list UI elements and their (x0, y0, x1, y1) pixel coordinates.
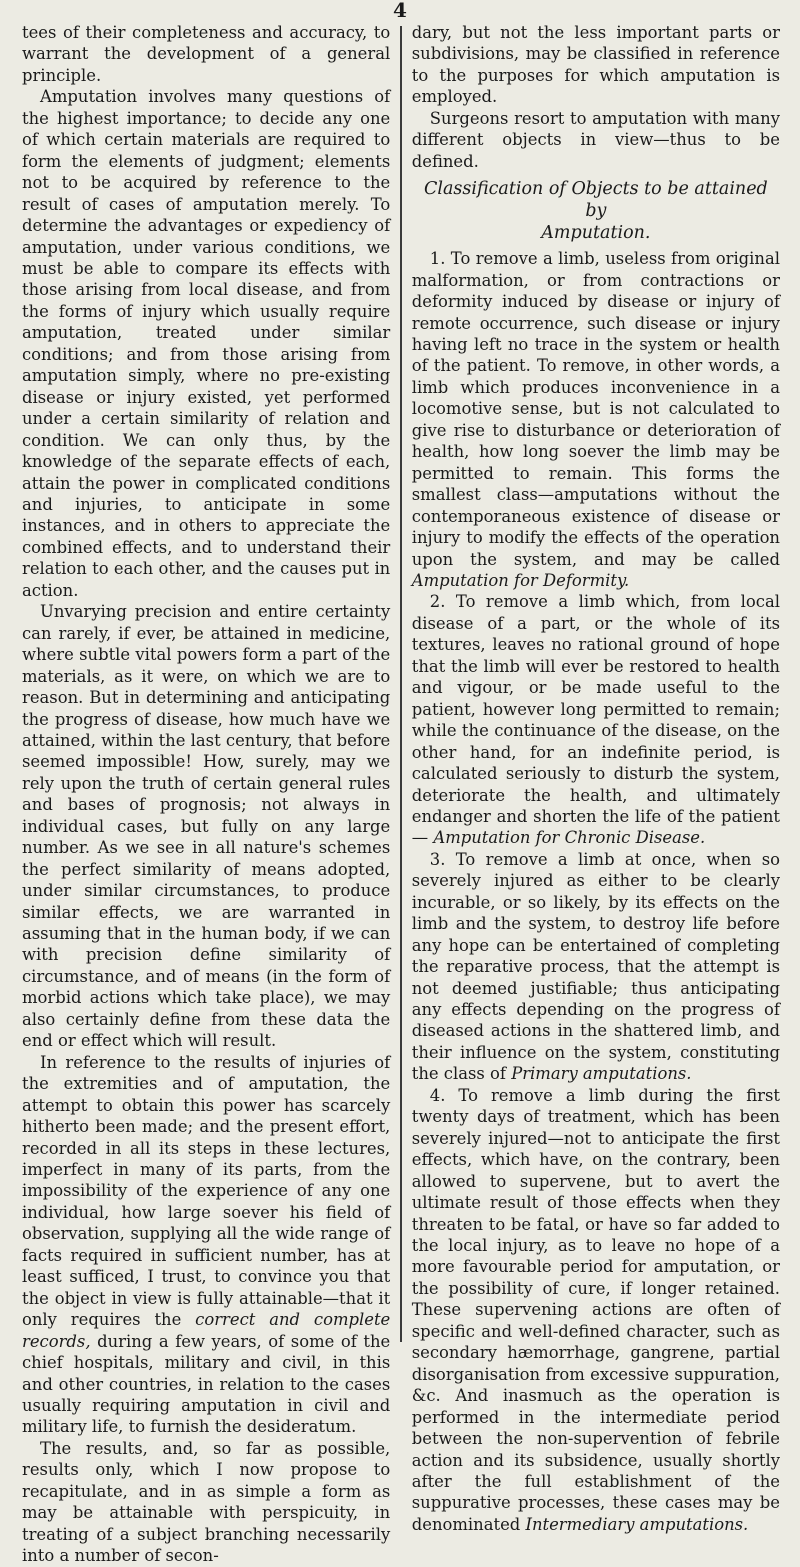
paragraph: tees of their completeness and accuracy, to warrant the development of a general principle. (22, 23, 391, 85)
paragraph (22, 1052, 390, 1438)
list-item-text: 3. To remove a limb at once, when so severely injured as either to be clearly incurable, or so likely, by its effects on the limb and the system, to destroy life before any hope can be entertained of completing the reparative process, that the attempt is not deemed justifiable; thus anticipating any effects depending on the progress of diseased actions in the shattered limb, and their influence on the system, constituting the class of (411, 849, 780, 1084)
class-name: Intermediary amputations. (525, 1514, 749, 1534)
page-number: 4 (393, 0, 407, 22)
emphasis-text: correct and complete records, (22, 1310, 391, 1351)
class-name: Amputation for Chronic Disease. (433, 828, 706, 848)
class-name: Primary amputations. (511, 1064, 692, 1084)
list-item-text: 4. To remove a limb during the first twenty days of treatment, which has been severely injured—not to anticipate the first effects, which have, on the contrary, been allowed to supervene, but to avert the ultimate result of those effects when they threaten to be fatal, or have so far added to the local injury, as to leave no hope of a more favourable period for amputation, or the possibility of cure, if longer retained. These supervening actions are often of specific and well-defined character, such as secondary hæmorrhage, gangrene, partial disorganisation from excessive suppuration, &c. And inasmuch as the operation is performed in the intermediate period between the non-supervention of febrile action and its subsidence, usually shortly after the full establishment of the suppurative processes, these cases may be denominated (411, 1085, 780, 1534)
paragraph: The results, and, so far as possible, results only, which I now propose to recapitulate, and in as simple a form as may be attainable with perspicuity, in treating of a subject branching necessarily into a number of secon- (22, 1438, 391, 1566)
text-columns (22, 22, 780, 1566)
section-heading (412, 178, 780, 244)
list-item (412, 849, 780, 1085)
paragraph: Surgeons resort to amputation with many different objects in view—thus to be defined. (411, 108, 780, 171)
section-heading-line: Classification of Objects to be attained by (423, 179, 768, 222)
paragraph: Amputation involves many questions of the highest importance; to decide any one of which certain materials are required to form the elements of judgment; elements not to be acquired by reference to the result of cases of amputation merely. To determine the advantages or expediency of amputation, under various conditions, we must be able to compare its effects with those arising from local disease, and from the forms of injury which usually require amputation, treated under similar conditions; and from those arising from amputation simply, where no pre-existing disease or injury existed, yet performed under a certain similarity of relation and condition. We can only thus, by the knowledge of the separate effects of each, attain the power in complicated conditions and injuries, to anticipate in some instances, and in others to appreciate the combined effects, and to understand their relation to each other, and the causes put in action. (22, 87, 391, 600)
paragraph-text: during a few years, of some of the chief hospitals, military and civil, in this and other countries, in relation to the cases usually requiring amputation in civil and military life, to furnish the desideratum. (22, 1331, 391, 1437)
list-item (412, 591, 780, 848)
left-column (22, 22, 400, 1566)
list-item (412, 248, 780, 591)
right-column (402, 22, 780, 1534)
class-name: Amputation for Deformity. (411, 570, 630, 590)
paragraph: Unvarying precision and entire certainty can rarely, if ever, be attained in medicine, where subtle vital powers form a part of the materials, as it were, on which we are to reason. But in determining and anticipating the progress of disease, how much have we attained, within the last century, that before seemed impossible! How, surely, may we rely upon the truth of certain general rules and bases of prognosis; not always in individual cases, but fully on any large number. As we see in all nature's schemes the perfect similarity of means adopted, under similar circumstances, to produce similar effects, we are warranted in assuming that in the human body, if we can with precision define similarity of circumstance, and of means (in the form of morbid actions which take place), we may also certainly define from these data the end or effect which will result. (22, 602, 391, 1051)
section-heading-line: Amputation. (541, 223, 651, 244)
paragraph: dary, but not the less important parts or subdivisions, may be classified in reference to the purposes for which amputation is employed. (411, 23, 780, 107)
list-item-text: 2. To remove a limb which, from local disease of a part, or the whole of its textures, leaves no rational ground of hope that the limb will ever be restored to health and vigour, or be made useful to the patient, however long permitted to remain; while the continuance of the disease, on the other hand, for an indefinite period, is calculated seriously to disturb the system, deteriorate the health, and ultimately endanger and shorten the life of the patient — (411, 592, 780, 848)
list-item (412, 1085, 780, 1536)
list-item-text: 1. To remove a limb, useless from original malformation, or from contractions or deformity induced by disease or injury of remote occurrence, such disease or injury having left no trace in the system or health of the patient. To remove, in other words, a limb which produces inconvenience in a locomotive sense, but is not calculated to give rise to disturbance or deterioration of health, how long soever the limb may be permitted to remain. This forms the smallest class—amputations without the contemporaneous existence of disease or injury to modify the effects of the operation upon the system, and may be called (411, 249, 780, 569)
paragraph-text: In reference to the results of injuries of the extremities and of amputation, the attempt to obtain this power has scarcely hitherto been made; and the present effort, recorded in all its steps in these lectures, imperfect in many of its parts, from the impossibility of the experience of any one individual, how large soever his field of observation, supplying all the wide range of facts required in sufficient number, has at least sufficed, I trust, to convince you that the object in view is fully attainable—that it only requires the (22, 1052, 391, 1330)
